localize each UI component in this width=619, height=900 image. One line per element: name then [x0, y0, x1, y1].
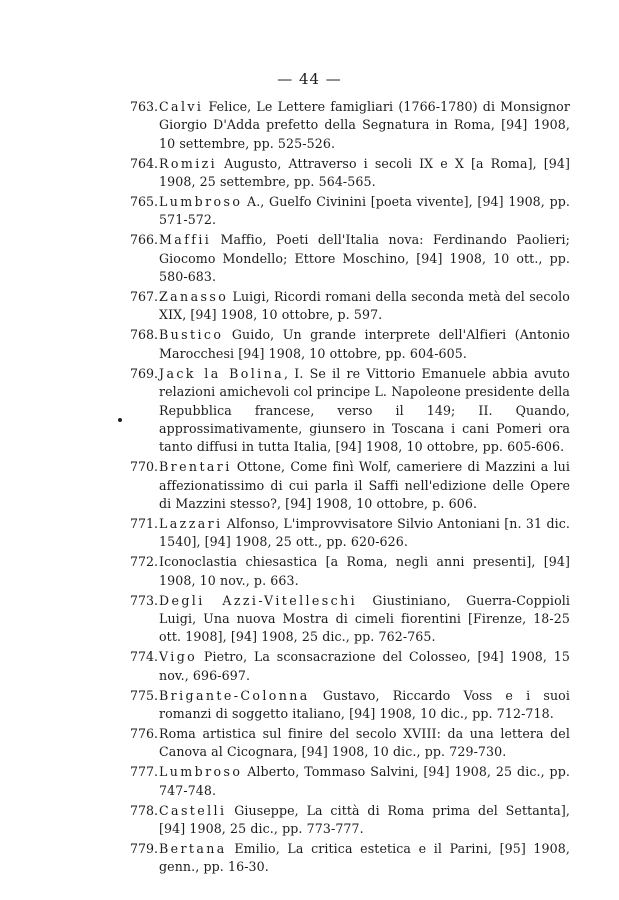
entry-text: Guido, Un grande interprete dell'Alfieri (Antonio Marocchesi [94] 1908, 10 ottobre, pp. 604-605. [159, 327, 570, 361]
bibliography-entry [130, 840, 570, 877]
entry-text: Pietro, La sconsacrazione del Colosseo, [94] 1908, 15 nov., 696-697. [159, 649, 570, 683]
entry-number: 768. [130, 327, 159, 343]
bibliography-entry [130, 725, 570, 762]
entry-author: Vigo [159, 649, 198, 665]
bibliography-entry [130, 365, 570, 457]
entry-text: Felice, Le Lettere famigliari (1766-1780) di Monsignor Giorgio D'Adda prefetto della Segnatura in Roma, [94] 1908, 10 settembre, pp. 525-526. [159, 99, 570, 151]
entry-text: Iconoclastia chiesastica [a Roma, negli anni presenti], [94] 1908, 10 nov., p. 663. [159, 554, 570, 588]
entry-author: Bustico [159, 327, 224, 343]
entry-number: 773. [130, 592, 159, 608]
entry-author: Lumbroso [159, 764, 243, 780]
entry-number: 770. [130, 459, 159, 475]
entry-number: 764. [130, 155, 159, 171]
entry-author: Degli Azzi-Vitelleschi [159, 592, 358, 608]
entry-number: 767. [130, 289, 159, 305]
entry-text: Emilio, La critica estetica e il Parini, [95] 1908, genn., pp. 16-30. [159, 840, 570, 875]
entry-number: 775. [130, 687, 159, 703]
entry-text: Augusto, Attraverso i secoli IX e X [a Roma], [94] 1908, 25 settembre, pp. 564-565. [159, 155, 570, 190]
bibliography-entry [130, 326, 570, 363]
entry-text: Gustavo, Riccardo Voss e i suoi romanzi di soggetto italiano, [94] 1908, 10 dic., pp. 712-718. [159, 687, 570, 721]
entry-number: 763. [130, 99, 159, 114]
bibliography-entry [130, 802, 570, 839]
bibliography-list [130, 98, 570, 878]
entry-text: Luigi, Ricordi romani della seconda metà del secolo XIX, [94] 1908, 10 ottobre, p. 597. [159, 289, 570, 323]
entry-author: Calvi [159, 99, 204, 114]
entry-author: Maffii [159, 232, 212, 248]
bibliography-entry [130, 553, 570, 590]
entry-number: 778. [130, 802, 159, 818]
entry-author: Brentari [159, 459, 232, 475]
entry-author: Castelli [159, 802, 227, 818]
entry-author: Lumbroso [159, 194, 243, 210]
entry-number: 766. [130, 232, 159, 248]
page-number: — 44 — [277, 70, 342, 88]
bibliography-entry [130, 288, 570, 325]
bibliography-entry [130, 763, 570, 800]
entry-author: Romizi [159, 155, 218, 171]
bibliography-entry [130, 515, 570, 552]
entry-author: Jack la Bolina [159, 365, 285, 381]
bibliography-entry [130, 231, 570, 286]
entry-number: 776. [130, 725, 159, 741]
bibliography-entry [130, 155, 570, 192]
entry-number: 769. [130, 365, 159, 381]
entry-text: A., Guelfo Civinini [poeta vivente], [94] 1908, pp. 571-572. [159, 194, 570, 228]
entry-author: Lazzari [159, 515, 223, 531]
entry-text: Maffio, Poeti dell'Italia nova: Ferdinando Paolieri; Giocomo Mondello; Ettore Moschino, [94] 1908, 10 ott., pp. 580-683. [159, 232, 570, 285]
entry-author: Brigante-Colonna [159, 687, 310, 703]
entry-author: Bertana [159, 840, 227, 856]
entry-text: , I. Se il re Vittorio Emanuele abbia avuto relazioni amichevoli col principe L. Napoleone presidente della Repubblica francese, verso il 149; II. Quando, approssimativamente, giunsero in Toscana i cani Pomeri ora tanto diffusi in tutta Italia, [94] 1908, 10 ottobre, pp. 605-606. [159, 365, 570, 455]
bibliography-entry [130, 592, 570, 647]
entry-author: Zanasso [159, 289, 229, 305]
entry-number: 779. [130, 840, 159, 856]
entry-number: 772. [130, 554, 159, 570]
entry-text: Alberto, Tommaso Salvini, [94] 1908, 25 dic., pp. 747-748. [159, 764, 570, 798]
entry-text: Giustiniano, Guerra-Coppioli Luigi, Una nuova Mostra di cimeli fiorentini [Firenze, 18-25 ott. 1908], [94] 1908, 25 dic., pp. 762-765. [159, 592, 571, 645]
bibliography-entry [130, 648, 570, 685]
entry-number: 774. [130, 649, 159, 665]
entry-text: Roma artistica sul finire del secolo XVIII: da una lettera del Canova al Cicognara, [94] 1908, 10 dic., pp. 729-730. [159, 725, 570, 760]
bibliography-entry [130, 687, 570, 724]
entry-text: Ottone, Come finì Wolf, cameriere di Mazzini a lui affezionatissimo di cui parla il Saffi nell'edizione delle Opere di Mazzini stesso?, [94] 1908, 10 ottobre, p. 606. [159, 459, 570, 512]
margin-dot [118, 418, 122, 422]
entry-number: 771. [130, 515, 159, 531]
entry-number: 765. [130, 194, 159, 210]
entry-text: Alfonso, L'improvvisatore Silvio Antoniani [n. 31 dic. 1540], [94] 1908, 25 ott., pp. 620-626. [159, 515, 570, 550]
entry-text: Giuseppe, La città di Roma prima del Settanta], [94] 1908, 25 dic., pp. 773-777. [159, 802, 570, 836]
bibliography-entry [130, 458, 570, 513]
entry-number: 777. [130, 764, 159, 780]
bibliography-entry [130, 98, 570, 153]
bibliography-entry [130, 193, 570, 230]
